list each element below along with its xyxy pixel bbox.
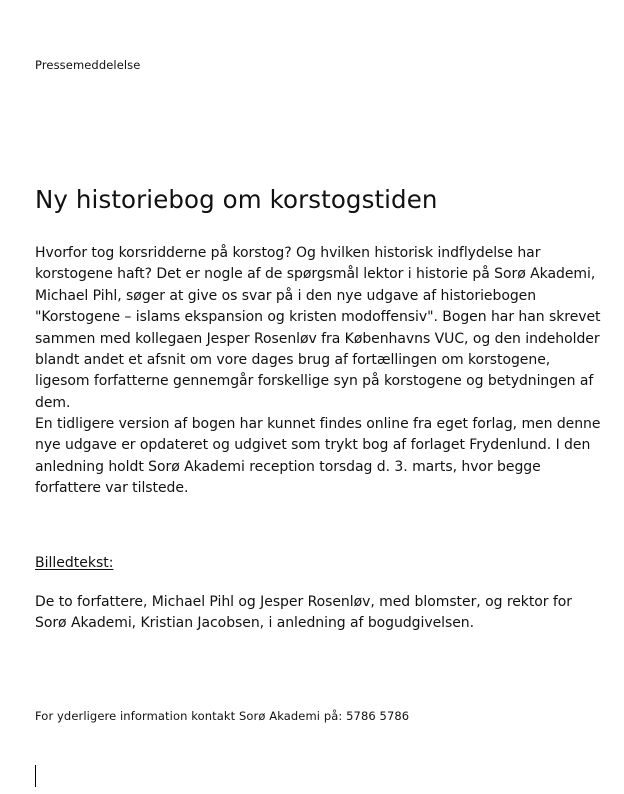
text-line: Hvorfor tog korsridderne på korstog? Og hvilken historisk indflydelse har xyxy=(35,245,541,261)
caption-text xyxy=(35,592,595,635)
text-line: Sorø Akademi, Kristian Jacobsen, i anledning af bogudgivelsen. xyxy=(35,615,475,632)
body-paragraph-2 xyxy=(35,414,601,500)
text-line: anledning holdt Sorø Akademi reception torsdag d. 3. marts, hvor begge xyxy=(35,458,541,475)
text-line: De to forfattere, Michael Pihl og Jesper Rosenløv, med blomster, og rektor for xyxy=(35,594,573,610)
text-line: ligesom forfatterne gennemgår forskellige syn på korstogene og betydningen af xyxy=(35,373,594,390)
text-line: "Korstogene – islams ekspansion og kristen modoffensiv". Bogen har han skrevet xyxy=(35,309,601,326)
text-line: korstogene haft? Det er nogle af de spørgsmål lektor i historie på Sorø Akademi, xyxy=(35,266,596,283)
text-cursor[interactable] xyxy=(35,765,36,787)
page-title: Ny historiebog om korstogstiden xyxy=(35,185,438,214)
text-line: forfattere var tilstede. xyxy=(35,480,189,497)
document-label: Pressemeddelelse xyxy=(35,58,141,72)
caption-heading: Billedtekst: xyxy=(35,555,114,571)
text-line: blandt andet et afsnit om vore dages brug af fortællingen om korstogene, xyxy=(35,352,551,369)
text-line: dem. xyxy=(35,394,71,411)
text-line: En tidligere version af bogen har kunnet findes online fra eget forlag, men denne xyxy=(35,416,601,432)
body-paragraph-1 xyxy=(35,243,601,414)
text-line: sammen med kollegaen Jesper Rosenløv fra Københavns VUC, og den indeholder xyxy=(35,330,600,347)
text-line: nye udgave er opdateret og udgivet som trykt bog af forlaget Frydenlund. I den xyxy=(35,437,591,454)
contact-footer: For yderligere information kontakt Sorø Akademi på: 5786 5786 xyxy=(35,709,410,723)
text-line: Michael Pihl, søger at give os svar på i den nye udgave af historiebogen xyxy=(35,287,537,304)
